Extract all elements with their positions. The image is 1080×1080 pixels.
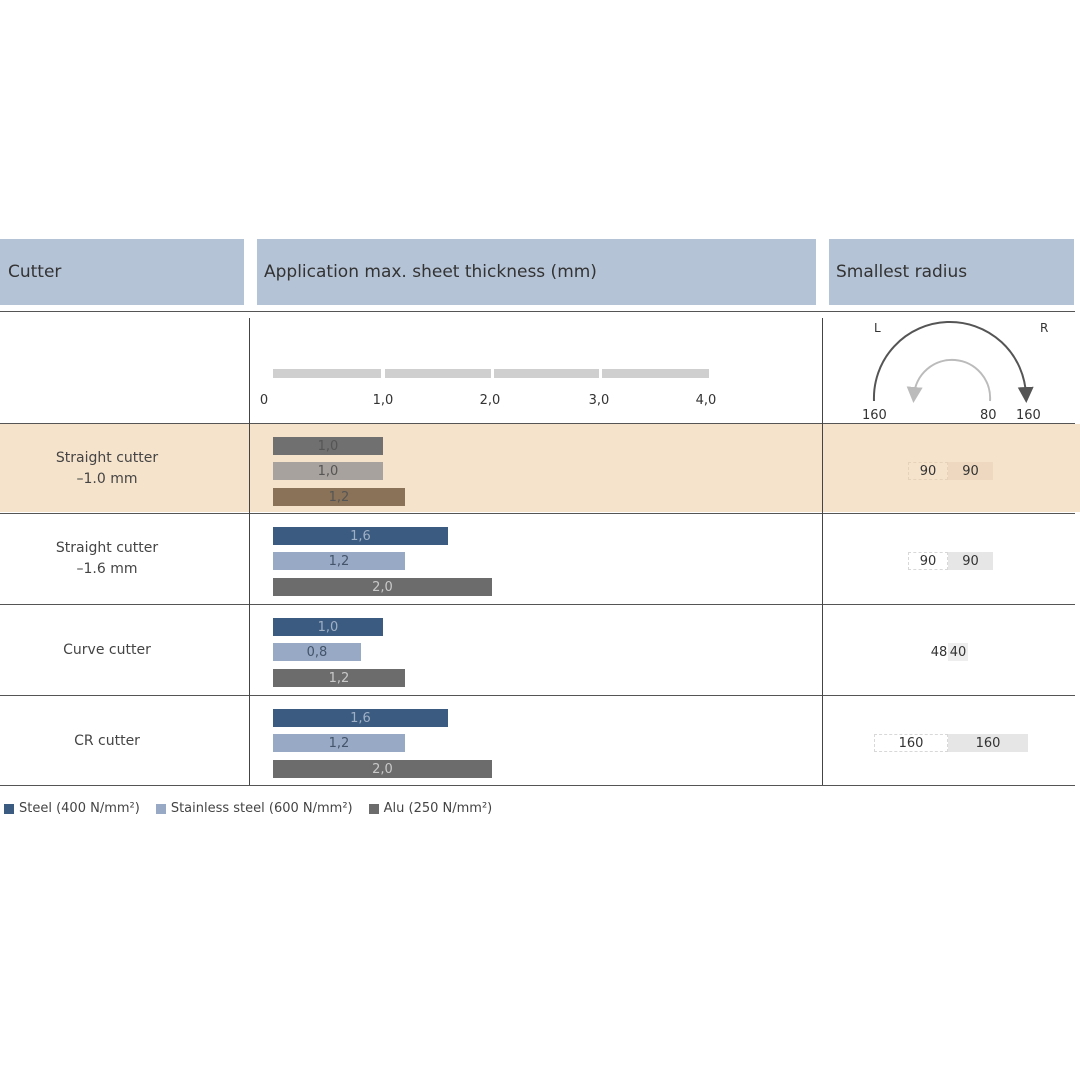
bar (273, 709, 448, 727)
header-thickness: Application max. sheet thickness (mm) (257, 239, 816, 305)
bar-value-label: 0,8 (306, 644, 328, 660)
bar-value-label: 2,0 (372, 579, 393, 595)
radius-right-value: 40 (949, 644, 967, 660)
bar-value-label: 1,2 (328, 489, 350, 505)
header-cutter: Cutter (0, 239, 244, 305)
header-radius: Smallest radius (829, 239, 1074, 305)
radius-left-value: 48 (930, 644, 948, 660)
inner-arc (914, 360, 990, 401)
outer-right-value: 160 (1016, 408, 1041, 423)
tick-label: 0 (259, 393, 269, 408)
cutter-label-line: Straight cutter (55, 540, 159, 556)
cutter-label-line: Curve cutter (63, 641, 151, 658)
scale-segment (385, 369, 491, 378)
rule-row4 (0, 695, 1075, 696)
legend-label: Steel (400 N/mm²) (19, 801, 140, 816)
cutter-label (0, 448, 214, 490)
legend-item (369, 801, 493, 816)
scale-segment (494, 369, 599, 378)
bar (273, 488, 405, 506)
outer-left-value: 160 (862, 408, 887, 423)
bar (273, 643, 361, 661)
bar-value-label: 1,0 (317, 438, 339, 454)
radius-left-value: 90 (908, 462, 948, 480)
bar (273, 760, 492, 778)
cutter-label-line: CR cutter (74, 732, 140, 749)
legend-item (156, 801, 353, 816)
scale-segment (273, 369, 381, 378)
legend-label: Stainless steel (600 N/mm²) (170, 801, 353, 816)
cutter-label (0, 731, 214, 752)
cutter-label-line: –1.6 mm (76, 561, 138, 577)
bar-value-label: 1,0 (317, 619, 339, 635)
bar-value-label: 2,0 (372, 761, 393, 777)
bar (273, 552, 405, 570)
bar-value-label: 1,2 (328, 553, 350, 569)
rule-row3 (0, 604, 1075, 605)
bar-value-label: 1,0 (317, 463, 339, 479)
bar (273, 462, 383, 480)
column-divider-1 (249, 318, 250, 785)
tick-label: 2,0 (479, 393, 501, 408)
radius-right-value: 90 (948, 552, 993, 570)
tick-label: 1,0 (372, 393, 394, 408)
bar-value-label: 1,2 (328, 735, 350, 751)
tick-label: 3,0 (588, 393, 610, 408)
radius-diagram (830, 315, 1070, 425)
bar (273, 669, 405, 687)
bar (273, 437, 383, 455)
legend-label: Alu (250 N/mm²) (383, 801, 493, 816)
rule-top (0, 311, 1075, 312)
legend-swatch (156, 804, 166, 814)
cutter-label (0, 640, 214, 661)
bar-value-label: 1,6 (350, 710, 371, 726)
left-label: L (874, 321, 881, 335)
column-divider-2 (822, 318, 823, 785)
inner-right-value: 80 (980, 408, 997, 423)
tick-label: 4,0 (695, 393, 717, 408)
radius-left-value: 90 (908, 552, 948, 570)
bar (273, 578, 492, 596)
right-label: R (1040, 321, 1049, 335)
outer-arc (874, 322, 1026, 401)
legend-swatch (4, 804, 14, 814)
bar-value-label: 1,6 (350, 528, 371, 544)
scale-segment (602, 369, 709, 378)
bar (273, 527, 448, 545)
radius-right-value: 160 (948, 734, 1028, 752)
legend-item (4, 801, 140, 816)
legend-swatch (369, 804, 379, 814)
cutter-label-line: Straight cutter (55, 450, 159, 466)
cutter-label (0, 538, 214, 580)
bar-value-label: 1,2 (328, 670, 350, 686)
rule-row2 (0, 513, 1075, 514)
bar (273, 734, 405, 752)
bar (273, 618, 383, 636)
rule-bottom (0, 785, 1075, 786)
cutter-label-line: –1.0 mm (76, 471, 138, 487)
radius-left-value: 160 (874, 734, 948, 752)
legend (4, 801, 508, 816)
radius-right-value: 90 (948, 462, 993, 480)
